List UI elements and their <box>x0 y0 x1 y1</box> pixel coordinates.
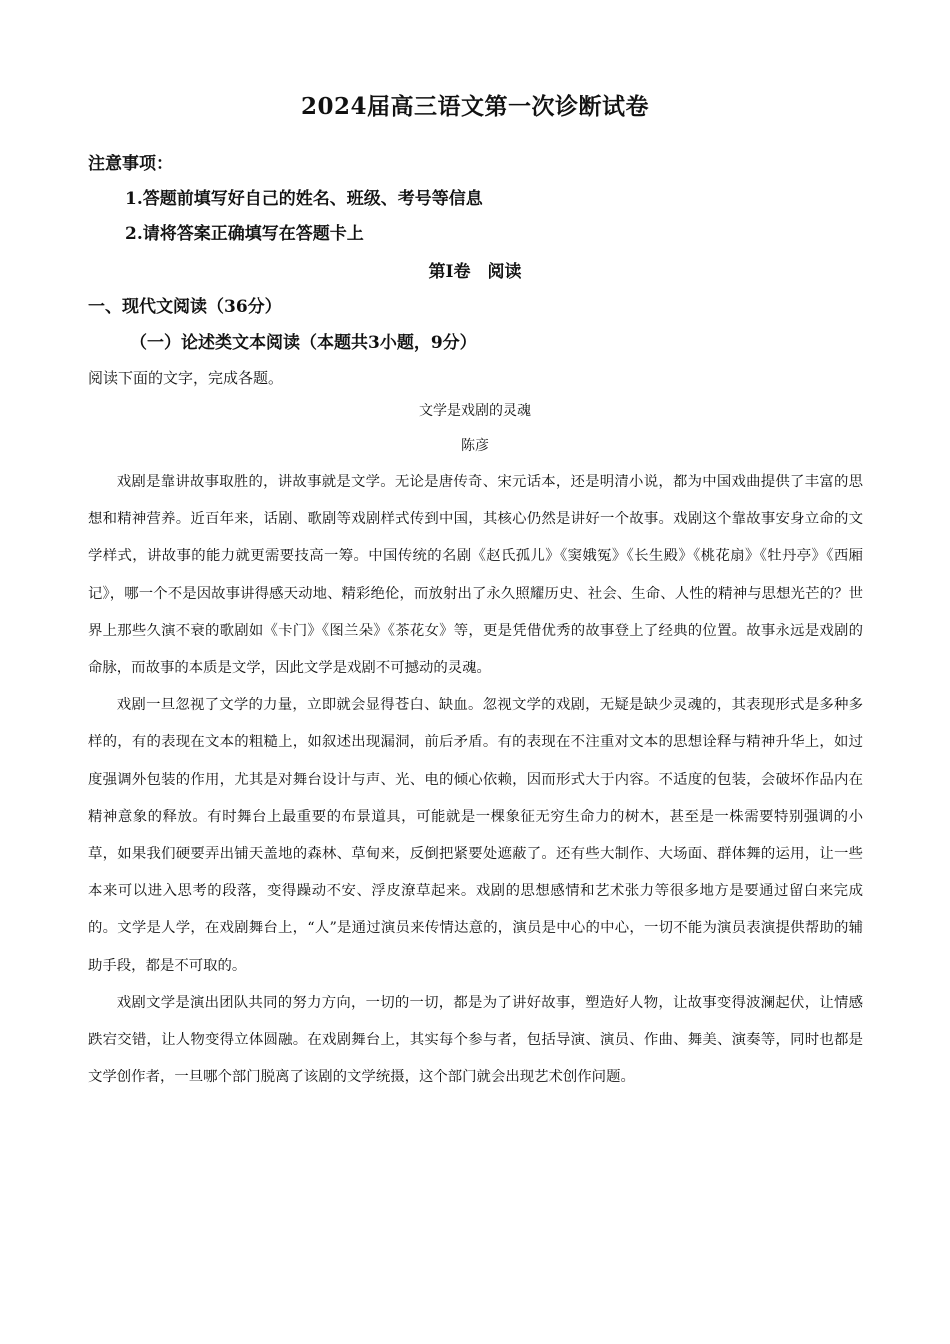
note-item-2: 2.请将答案正确填写在答题卡上 <box>125 224 364 244</box>
note-item-1: 1.答题前填写好自己的姓名、班级、考号等信息 <box>125 189 483 209</box>
article-paragraph-2: 戏剧一旦忽视了文学的力量，立即就会显得苍白、缺血。忽视文学的戏剧，无疑是缺少灵魂的，其表现形式是多种多样的，有的表现在文本的粗糙上，如叙述出现漏洞，前后矛盾。有的表现在不注重对文本的思想诠释与精神升华上，如过度强调外包装的作用，尤其是对舞台设计与声、光、电的倾心依赖，因而形式大于内容。不适度的包装，会破坏作品内在精神意象的释放。有时舞台上最重要的布景道具，可能就是一棵象征无穷生命力的树木，甚至是一株需要特别强调的小草，如果我们硬要弄出铺天盖地的森林、草甸来，反倒把紧要处遮蔽了。还有些大制作、大场面、群体舞的运用，让一些本来可以进入思考的段落，变得躁动不安、浮皮潦草起来。戏剧的思想感情和艺术张力等很多地方是要通过留白来完成的。文学是人学，在戏剧舞台上，“人”是通过演员来传情达意的，演员是中心的中心，一切不能为演员表演提供帮助的辅助手段，都是不可取的。 <box>88 697 863 974</box>
section-heading: 一、现代文阅读（36分） <box>88 297 282 317</box>
article-body <box>88 464 863 1096</box>
article-paragraph-3: 戏剧文学是演出团队共同的努力方向，一切的一切，都是为了讲好故事，塑造好人物，让故事变得波澜起伏，让情感跌宕交错，让人物变得立体圆融。在戏剧舞台上，其实每个参与者，包括导演、演员、作曲、舞美、演奏等，同时也都是文学创作者，一旦哪个部门脱离了该剧的文学统摄，这个部门就会出现艺术创作问题。 <box>88 994 863 1086</box>
subsection-heading: （一）论述类文本阅读（本题共3小题，9分） <box>130 333 477 353</box>
article-paragraph-1: 戏剧是靠讲故事取胜的，讲故事就是文学。无论是唐传奇、宋元话本，还是明清小说，都为中国戏曲提供了丰富的思想和精神营养。近百年来，话剧、歌剧等戏剧样式传到中国，其核心仍然是讲好一个故事。戏剧这个靠故事安身立命的文学样式，讲故事的能力就更需要技高一筹。中国传统的名剧《赵氏孤儿》《窦娥冤》《长生殿》《桃花扇》《牡丹亭》《西厢记》，哪一个不是因故事讲得感天动地、精彩绝伦，而放射出了永久照耀历史、社会、生命、人性的精神与思想光芒的？世界上那些久演不衰的歌剧如《卡门》《图兰朵》《茶花女》等，更是凭借优秀的故事登上了经典的位置。故事永远是戏剧的命脉，而故事的本质是文学，因此文学是戏剧不可撼动的灵魂。 <box>88 474 863 677</box>
reading-instruction: 阅读下面的文字，完成各题。 <box>88 369 284 387</box>
article-author: 陈彦 <box>461 438 489 454</box>
volume-heading: 第Ⅰ卷 阅读 <box>428 262 522 282</box>
article-title: 文学是戏剧的灵魂 <box>419 403 531 419</box>
notes-heading: 注意事项： <box>88 154 173 174</box>
exam-title: 2024届高三语文第一次诊断试卷 <box>300 93 649 120</box>
